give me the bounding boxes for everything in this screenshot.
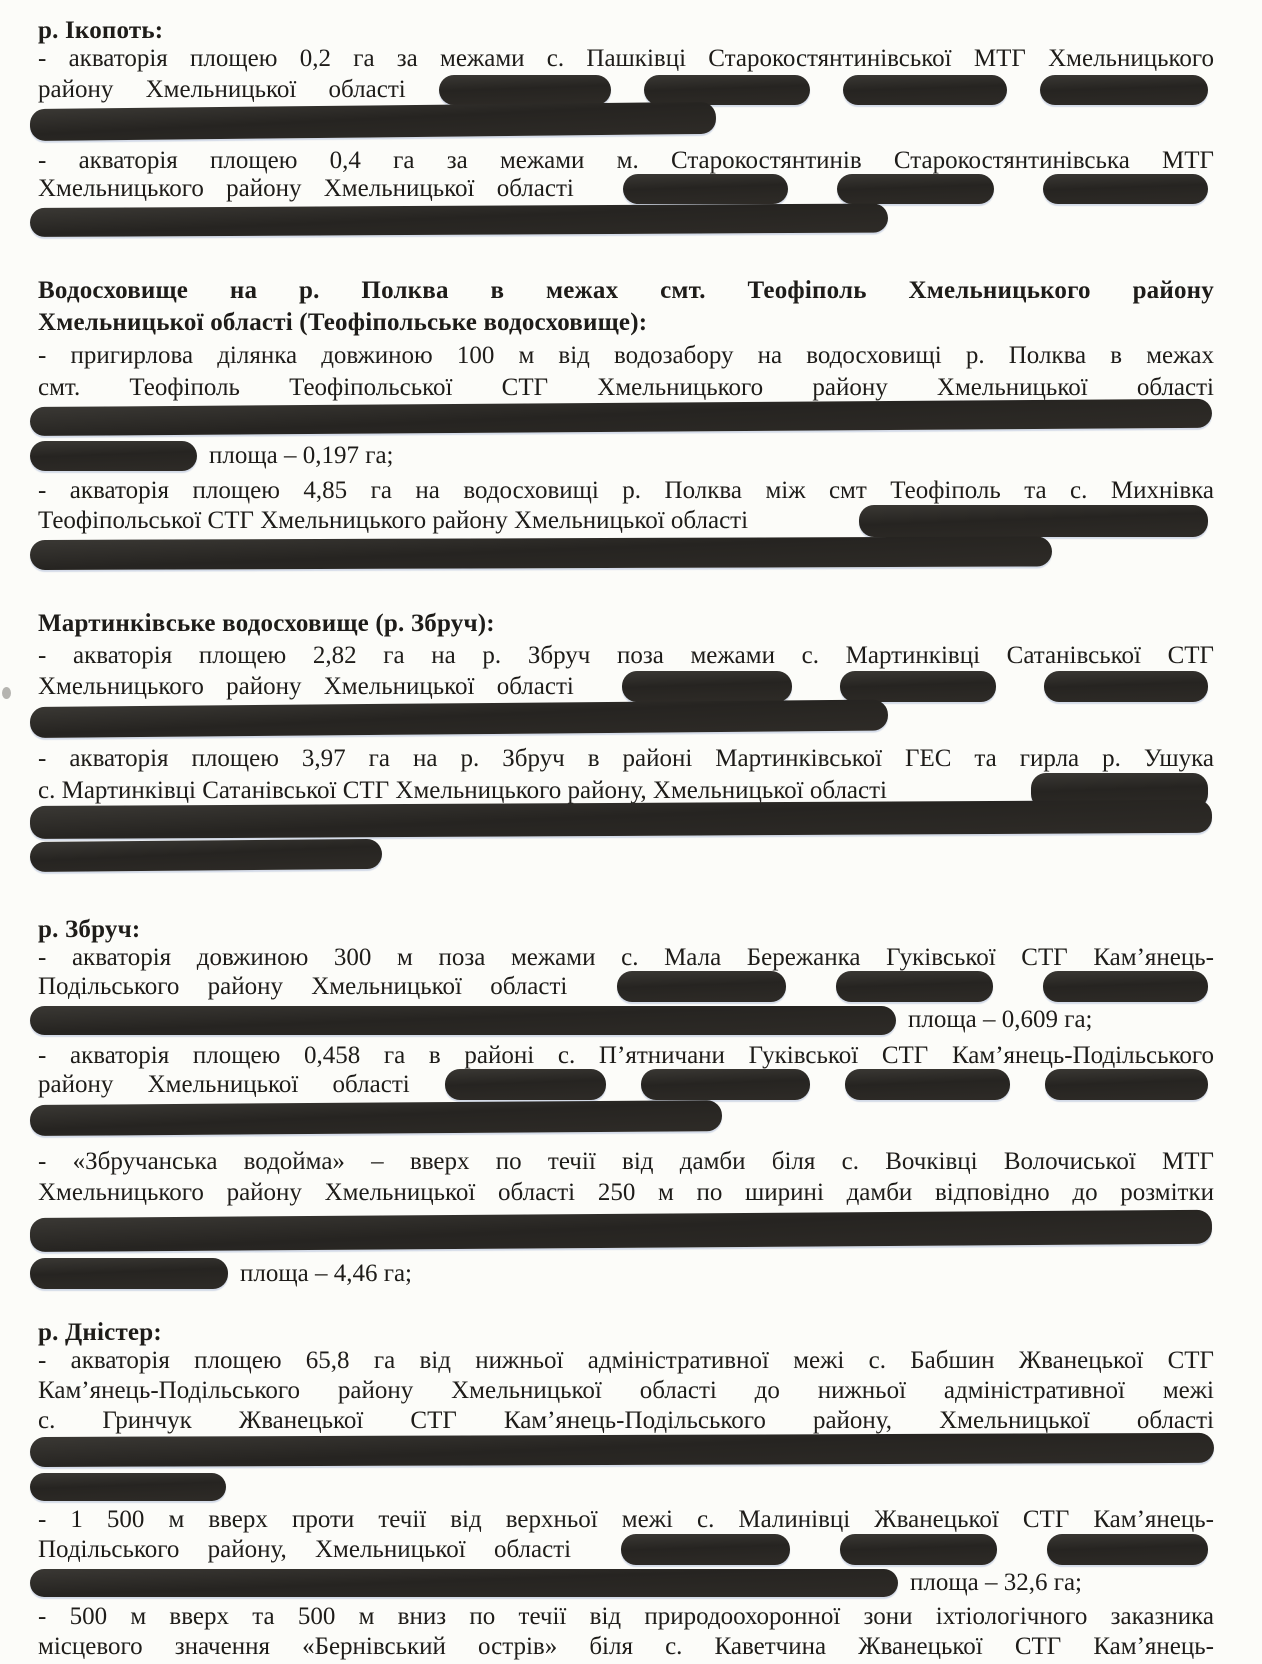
redaction-bar <box>30 1006 896 1035</box>
section-polkva-heading-line2: Хмельницької області (Теофіпольське водосховище): <box>38 309 648 336</box>
redaction-bar <box>644 75 810 105</box>
redaction-bar <box>859 505 1208 537</box>
redaction-bar <box>30 1433 1214 1467</box>
section-ikopot-heading: р. Ікопоть: <box>38 17 164 44</box>
text-line: - пригирлова ділянка довжиною 100 м від водозабору на водосховищі р. Полква в межах <box>38 342 1214 369</box>
redaction-bar <box>30 1569 898 1597</box>
text-line: - 500 м вверх та 500 м вниз по течії від природоохоронної зони іхтіологічного заказника <box>38 1603 1214 1630</box>
text-line: смт. Теофіполь Теофіпольської СТГ Хмельницького району Хмельницької області <box>38 374 1214 401</box>
text-fragment: району Хмельницької області <box>38 76 406 103</box>
text-line-with-redactions <box>38 505 1208 537</box>
text-fragment: Подільського району, Хмельницької області <box>38 1535 572 1563</box>
redaction-bar <box>843 75 1007 105</box>
redaction-bar <box>30 1473 226 1501</box>
text-line-with-redactions <box>38 1069 1208 1100</box>
text-fragment: Хмельницького району Хмельницької області <box>38 672 574 700</box>
area-value: площа – 0,197 га; <box>209 442 394 469</box>
text-line: - акваторія площею 65,8 га від нижньої адміністративної межі с. Бабшин Жванецької СТГ <box>38 1347 1214 1374</box>
text-line: - акваторія площею 3,97 га на р. Збруч в районі Мартинківської ГЕС та гирла р. Ушука <box>38 745 1214 772</box>
text-fragment: Подільського району Хмельницької області <box>38 972 568 1000</box>
text-line: - акваторія площею 0,458 га в районі с. П’ятничани Гуківської СТГ Кам’янець-Подільського <box>38 1042 1214 1069</box>
text-line: Кам’янець-Подільського району Хмельницької області до нижньої адміністративної межі <box>38 1377 1214 1404</box>
redaction-bar <box>30 1210 1212 1252</box>
redaction-bar <box>30 204 888 237</box>
redaction-bar <box>30 800 1212 839</box>
text-line: - акваторія довжиною 300 м поза межами с. Мала Бережанка Гуківської СТГ Кам’янець- <box>38 944 1214 971</box>
text-line: Хмельницького району Хмельницької області 250 м по ширині дамби відповідно до розмітки <box>38 1179 1214 1206</box>
redaction-bar <box>30 399 1212 436</box>
text-line: - акваторія площею 4,85 га на водосховищі р. Полква між смт Теофіполь та с. Михнівка <box>38 477 1214 504</box>
section-zbruch-heading: р. Збруч: <box>38 916 141 943</box>
redaction-with-area-label <box>30 1258 1212 1289</box>
redaction-bar <box>840 671 996 702</box>
area-value: площа – 4,46 га; <box>240 1259 412 1287</box>
redaction-bar <box>840 1534 997 1565</box>
redaction-bar <box>30 1258 228 1289</box>
redaction-with-area-label <box>30 1005 1212 1035</box>
redaction-bar <box>1044 671 1208 702</box>
redaction-bar <box>623 174 788 204</box>
text-line: - акваторія площею 0,2 га за межами с. Пашківці Старокостянтинівської МТГ Хмельницького <box>38 45 1214 72</box>
redaction-bar <box>837 174 994 204</box>
text-fragment: Теофіпольської СТГ Хмельницького району Хмельницької області <box>38 507 749 534</box>
text-line-with-redactions <box>38 1534 1208 1565</box>
section-polkva-heading-line1: Водосховище на р. Полква в межах смт. Теофіполь Хмельницького району <box>38 277 1214 304</box>
text-fragment: району Хмельницької області <box>38 1070 410 1098</box>
area-value: площа – 32,6 га; <box>910 1569 1082 1596</box>
text-line: с. Гринчук Жванецької СТГ Кам’янець-Подільського району, Хмельницької області <box>38 1407 1214 1434</box>
redaction-bar <box>641 1069 810 1100</box>
redaction-bar <box>617 971 786 1002</box>
area-value: площа – 0,609 га; <box>908 1006 1093 1033</box>
text-line-with-redactions <box>38 174 1208 204</box>
redaction-bar <box>1045 1069 1208 1100</box>
section-dnister-heading: р. Дністер: <box>38 1319 162 1346</box>
text-line: - «Збручанська водойма» – вверх по течії від дамби біля с. Вочківці Волочиської МТГ <box>38 1148 1214 1175</box>
redaction-with-area-label <box>30 1568 1212 1598</box>
text-line: місцевого значення «Бернівський острів» біля с. Каветчина Жванецької СТГ Кам’янець- <box>38 1633 1214 1660</box>
text-fragment: с. Мартинківці Сатанівської СТГ Хмельницького району, Хмельницької області <box>38 777 887 804</box>
redaction-bar <box>1043 174 1208 204</box>
redaction-bar <box>439 75 611 105</box>
redaction-bar <box>30 839 382 872</box>
text-line: - акваторія площею 2,82 га на р. Збруч поза межами с. Мартинківці Сатанівської СТГ <box>38 642 1214 669</box>
redaction-bar <box>30 536 1052 570</box>
redaction-bar <box>30 700 888 738</box>
text-line: - 1 500 м вверх проти течії від верхньої межі с. Малинівці Жванецької СТГ Кам’янець- <box>38 1506 1214 1533</box>
redaction-bar <box>1043 971 1208 1002</box>
redaction-bar <box>30 441 197 471</box>
text-line-with-redactions <box>38 671 1208 702</box>
redaction-bar <box>621 1534 790 1565</box>
redaction-bar <box>445 1069 606 1100</box>
text-line: - акваторія площею 0,4 га за межами м. Старокостянтинів Старокостянтинівська МТГ <box>38 147 1214 174</box>
text-fragment: Хмельницького району Хмельницької області <box>38 175 574 202</box>
redaction-bar <box>1047 1534 1208 1565</box>
text-line-with-redactions <box>38 75 1208 105</box>
text-line-with-redactions <box>38 971 1208 1002</box>
redaction-bar <box>622 671 792 702</box>
redaction-bar <box>30 102 716 141</box>
redaction-bar <box>845 1069 1010 1100</box>
scan-speck <box>2 687 11 699</box>
redaction-bar <box>1040 75 1208 105</box>
redaction-bar <box>30 1100 722 1136</box>
redaction-bar <box>836 971 993 1002</box>
section-martynkivske-heading: Мартинківське водосховище (р. Збруч): <box>38 610 495 637</box>
redaction-with-area-label <box>30 441 1212 471</box>
